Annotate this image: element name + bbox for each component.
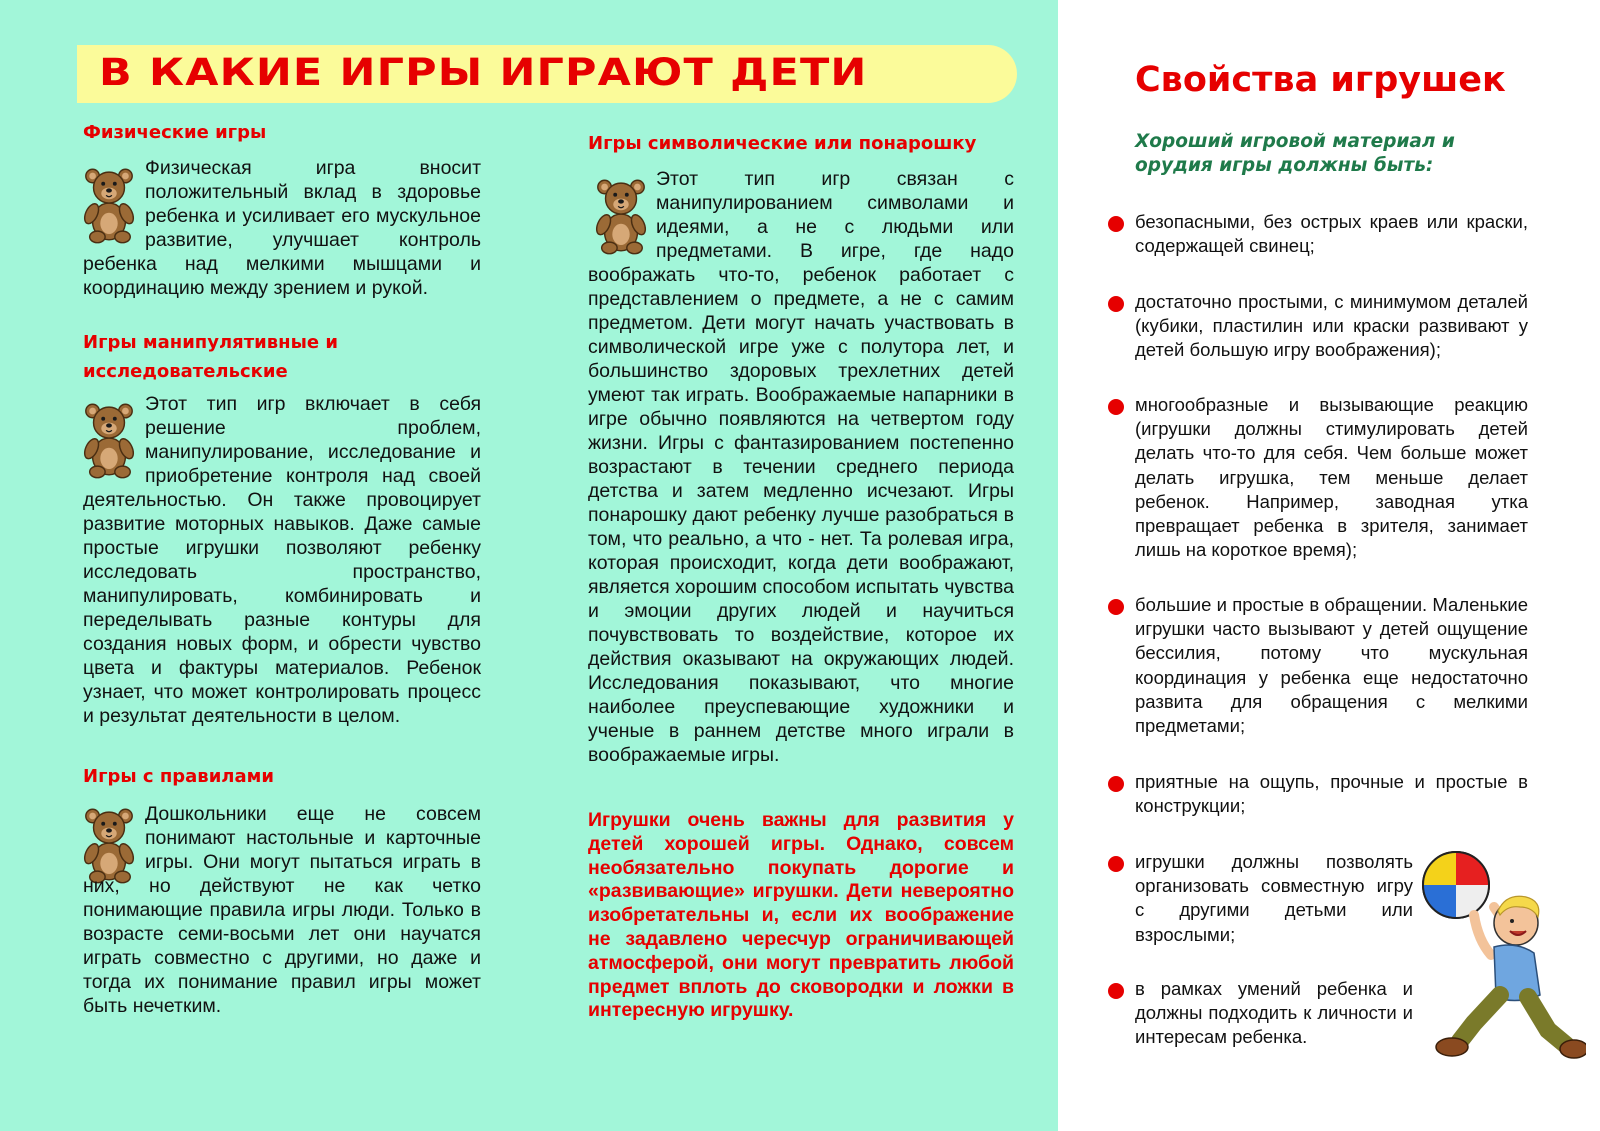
section-text-symbolic: Этот тип игр связан с манипулированием символами и идеями, а не с людьми или предметами. В игре, где надо воображать что-то, ребенок работает с представлением о предмете, а не с самим предметом. Дети могут начать участвовать в символической игре уже с полутора лет, и большинство здоровых трехлетних детей умеют так играть. Воображаемые напарники в игре обычно появляются на четвертом году жизни. Игры с фантазированием постепенно возрастают в течении среднего периода детства и затем медленно исчезают. Игры понарошку дают ребенку лучше разобраться в том, что реально, а что - нет. Та ролевая игра, которая происходит, когда дети воображают, является хорошим способом испытать чувства и эмоции других людей и научиться почувствовать то воздействие, которое их действия оказывают на окружающих людей. Исследования показывают, что многие наиболее преуспевающие художники и ученые в раннем детстве много играли в воображаемые игры. (588, 168, 1014, 766)
list-item: в рамках умений ребенка и должны подходить к личности и интересам ребенка. (1108, 977, 1413, 1050)
list-item: большие и простые в обращении. Маленькие игрушки часто вызывают у детей ощущение бессилия, потому что мускульная координация у ребенка еще недостаточно развита для обращения с мелкими предметами; (1108, 593, 1528, 738)
list-item: достаточно простыми, с минимумом деталей (кубики, пластилин или краски развивают у детей большую игру воображения); (1108, 290, 1528, 363)
section-heading-manipulative: Игры манипулятивные и исследовательские (83, 332, 338, 382)
bullet-dot-icon (1108, 599, 1124, 615)
section-heading-physical: Физические игры (83, 122, 267, 143)
section-text-rules: Дошкольники еще не совсем понимают настольные и карточные игры. Они могут пытаться играть в них, но действуют не как четко понимающие правила игры люди. Только в возрасте семи-восьми лет они научатся играть совместно с другими, но даже и тогда их понимание правил игры может быть нечетким. (83, 803, 481, 1017)
section-heading-symbolic: Игры символические или понарошку (588, 133, 977, 154)
bullet-dot-icon (1108, 296, 1124, 312)
section-text-manipulative: Этот тип игр включает в себя решение проблем, манипулирование, исследование и приобретение контроля над своей деятельностью. Он также провоцирует развитие моторных навыков. Даже самые простые игрушки позволяют ребенку исследовать пространство, манипулировать, комбинировать и переделывать разные контуры для создания новых форм, и обрести чувство цвета и фактуры материалов. Ребенок узнает, что может контролировать процесс и результат деятельности в целом. (83, 393, 481, 727)
list-item: игрушки должны позволять организовать совместную игру с другими детьми или взрослыми; (1108, 850, 1413, 947)
toy-properties-title: Свойства игрушек (1135, 60, 1506, 100)
bullet-dot-icon (1108, 776, 1124, 792)
boy-with-ball-illustration (1416, 845, 1586, 1070)
bullet-dot-icon (1108, 856, 1124, 872)
title-banner (77, 45, 1017, 103)
bullet-dot-icon (1108, 983, 1124, 999)
bullet-dot-icon (1108, 216, 1124, 232)
bullet-dot-icon (1108, 399, 1124, 415)
list-item: многообразные и вызывающие реакцию (игрушки должны стимулировать детей делать что-то для себя. Чем больше может делать игрушка, тем меньше делает ребенок. Например, заводная утка превращает ребенка в зрителя, занимает лишь на короткое время); (1108, 393, 1528, 562)
toys-importance-note: Игрушки очень важны для развития у детей хорошей игры. Однако, совсем необязательно покупать дорогие и «развивающие» игрушки. Дети невероятно изобретательны и, если их воображение не задавлено чересчур ограничивающей атмосферой, они могут превратить любой предмет вплоть до сковородки и ложки в интересную игрушку. (588, 809, 1014, 1022)
list-item: безопасными, без острых краев или краски, содержащей свинец; (1108, 210, 1528, 258)
section-text-physical: Физическая игра вносит положительный вклад в здоровье ребенка и усиливает его мускульное развитие, улучшает контроль ребенка над мелкими мышцами и координацию между зрением и рукой. (83, 157, 481, 299)
toy-properties-subtitle: Хороший игровой материал и орудия игры должны быть: (1135, 131, 1455, 176)
section-heading-rules: Игры с правилами (83, 766, 274, 787)
page-title: В КАКИЕ ИГРЫ ИГРАЮТ ДЕТИ (99, 51, 868, 94)
list-item: приятные на ощупь, прочные и простые в конструкции; (1108, 770, 1528, 818)
